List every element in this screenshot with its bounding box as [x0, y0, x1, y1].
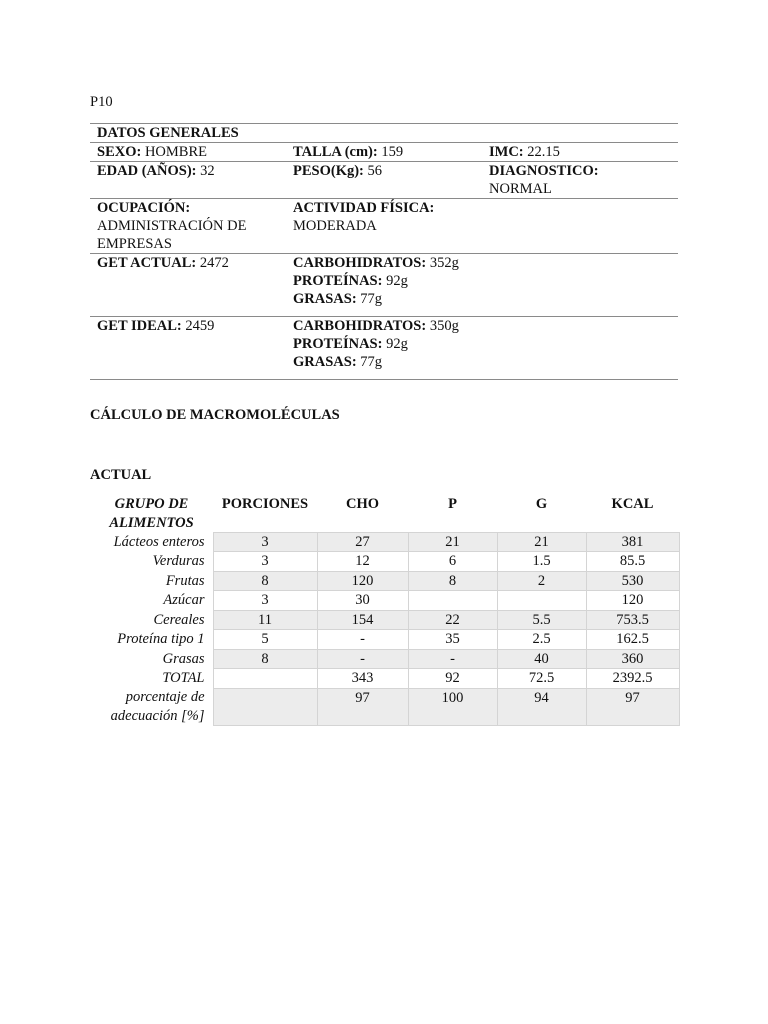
cell-g: 21 [497, 532, 586, 552]
ideal-macros-cell: CARBOHIDRATOS: 350g PROTEÍNAS: 92g GRASAS: 77g [286, 317, 482, 380]
cell-p: 100 [408, 688, 497, 725]
cell-porciones: 8 [213, 649, 317, 669]
cell-cho: 30 [317, 591, 408, 611]
actual-heading: ACTUAL [90, 467, 152, 483]
row-label: TOTAL [162, 670, 205, 686]
cell-kcal: 97 [586, 688, 679, 725]
row-label: porcentaje de adecuación [%] [110, 689, 205, 724]
row-label: Grasas [162, 650, 205, 667]
sexo-cell: SEXO: HOMBRE [90, 143, 286, 162]
cell-kcal: 381 [586, 532, 679, 552]
cell-cho: 343 [317, 669, 408, 689]
cell-kcal: 753.5 [586, 610, 679, 630]
cell-p: 8 [408, 571, 497, 591]
cell-g: 72.5 [497, 669, 586, 689]
cell-cho: 12 [317, 552, 408, 572]
row-label: Proteína tipo 1 [117, 631, 205, 647]
cell-g [497, 591, 586, 611]
row-label: Verduras [152, 553, 205, 569]
cell-p: 6 [408, 552, 497, 572]
general-title-row [90, 124, 678, 143]
cell-porciones: 11 [213, 610, 317, 630]
general-row [90, 199, 678, 254]
macro-heading: CÁLCULO DE MACROMOLÉCULAS [90, 407, 340, 423]
table-row [90, 649, 679, 669]
general-title: DATOS GENERALES [90, 124, 678, 143]
cell-g: 1.5 [497, 552, 586, 572]
table-row [90, 532, 679, 552]
header-porciones: PORCIONES [221, 496, 309, 512]
cell-g: 2 [497, 571, 586, 591]
cell-cho: 154 [317, 610, 408, 630]
food-groups-table [90, 495, 680, 726]
get-actual-row [90, 254, 678, 317]
cell-p: 92 [408, 669, 497, 689]
row-label: Lácteos enteros [113, 533, 205, 550]
cell-kcal: 530 [586, 571, 679, 591]
cell-g: 40 [497, 649, 586, 669]
cell-p: 22 [408, 610, 497, 630]
get-actual-cell: GET ACTUAL: 2472 [90, 254, 286, 317]
cell-p [408, 591, 497, 611]
get-ideal-cell: GET IDEAL: 2459 [90, 317, 286, 380]
cell-porciones [213, 688, 317, 725]
cell-p: 21 [408, 532, 497, 552]
empty-cell [482, 254, 678, 317]
edad-cell: EDAD (AÑOS): 32 [90, 162, 286, 199]
empty-cell [482, 199, 678, 254]
row-label: Azúcar [163, 592, 205, 608]
cell-g: 5.5 [497, 610, 586, 630]
talla-cell: TALLA (cm): 159 [286, 143, 482, 162]
cell-kcal: 85.5 [586, 552, 679, 572]
cell-kcal: 120 [586, 591, 679, 611]
cell-kcal: 2392.5 [586, 669, 679, 689]
actividad-cell: ACTIVIDAD FÍSICA: MODERADA [286, 199, 482, 254]
cell-porciones [213, 669, 317, 689]
cell-cho: - [317, 649, 408, 669]
cell-porciones: 3 [213, 552, 317, 572]
header-p: P [448, 496, 457, 512]
cell-cho: 27 [317, 532, 408, 552]
ocupacion-cell: OCUPACIÓN: ADMINISTRACIÓN DE EMPRESAS [90, 199, 286, 254]
cell-kcal: 360 [586, 649, 679, 669]
cell-porciones: 3 [213, 591, 317, 611]
cell-cho: 120 [317, 571, 408, 591]
table-row [90, 630, 679, 650]
cell-porciones: 3 [213, 532, 317, 552]
cell-p: 35 [408, 630, 497, 650]
table-row [90, 571, 679, 591]
actual-macros-cell: CARBOHIDRATOS: 352g PROTEÍNAS: 92g GRASAS: 77g [286, 254, 482, 317]
table-row [90, 552, 679, 572]
general-row [90, 143, 678, 162]
cell-porciones: 8 [213, 571, 317, 591]
header-grupo: GRUPO DE ALIMENTOS [109, 496, 194, 531]
general-row [90, 162, 678, 199]
header-cho: CHO [345, 496, 380, 512]
table-row [90, 591, 679, 611]
cell-cho: - [317, 630, 408, 650]
empty-cell [482, 317, 678, 380]
header-g: G [535, 496, 548, 512]
cell-g: 94 [497, 688, 586, 725]
header-kcal: KCAL [611, 496, 654, 512]
imc-cell: IMC: 22.15 [482, 143, 678, 162]
cell-p: - [408, 649, 497, 669]
document-code: P10 [90, 94, 113, 110]
diagnostico-cell: DIAGNOSTICO: NORMAL [482, 162, 678, 199]
table-row [90, 610, 679, 630]
peso-cell: PESO(Kg): 56 [286, 162, 482, 199]
cell-cho: 97 [317, 688, 408, 725]
total-row [90, 669, 679, 689]
row-label: Cereales [153, 611, 205, 628]
cell-kcal: 162.5 [586, 630, 679, 650]
adecuacion-row [90, 688, 679, 725]
row-label: Frutas [165, 572, 205, 589]
get-ideal-row [90, 317, 678, 380]
food-header-row [90, 495, 679, 532]
cell-porciones: 5 [213, 630, 317, 650]
cell-g: 2.5 [497, 630, 586, 650]
general-data-table [90, 123, 678, 380]
